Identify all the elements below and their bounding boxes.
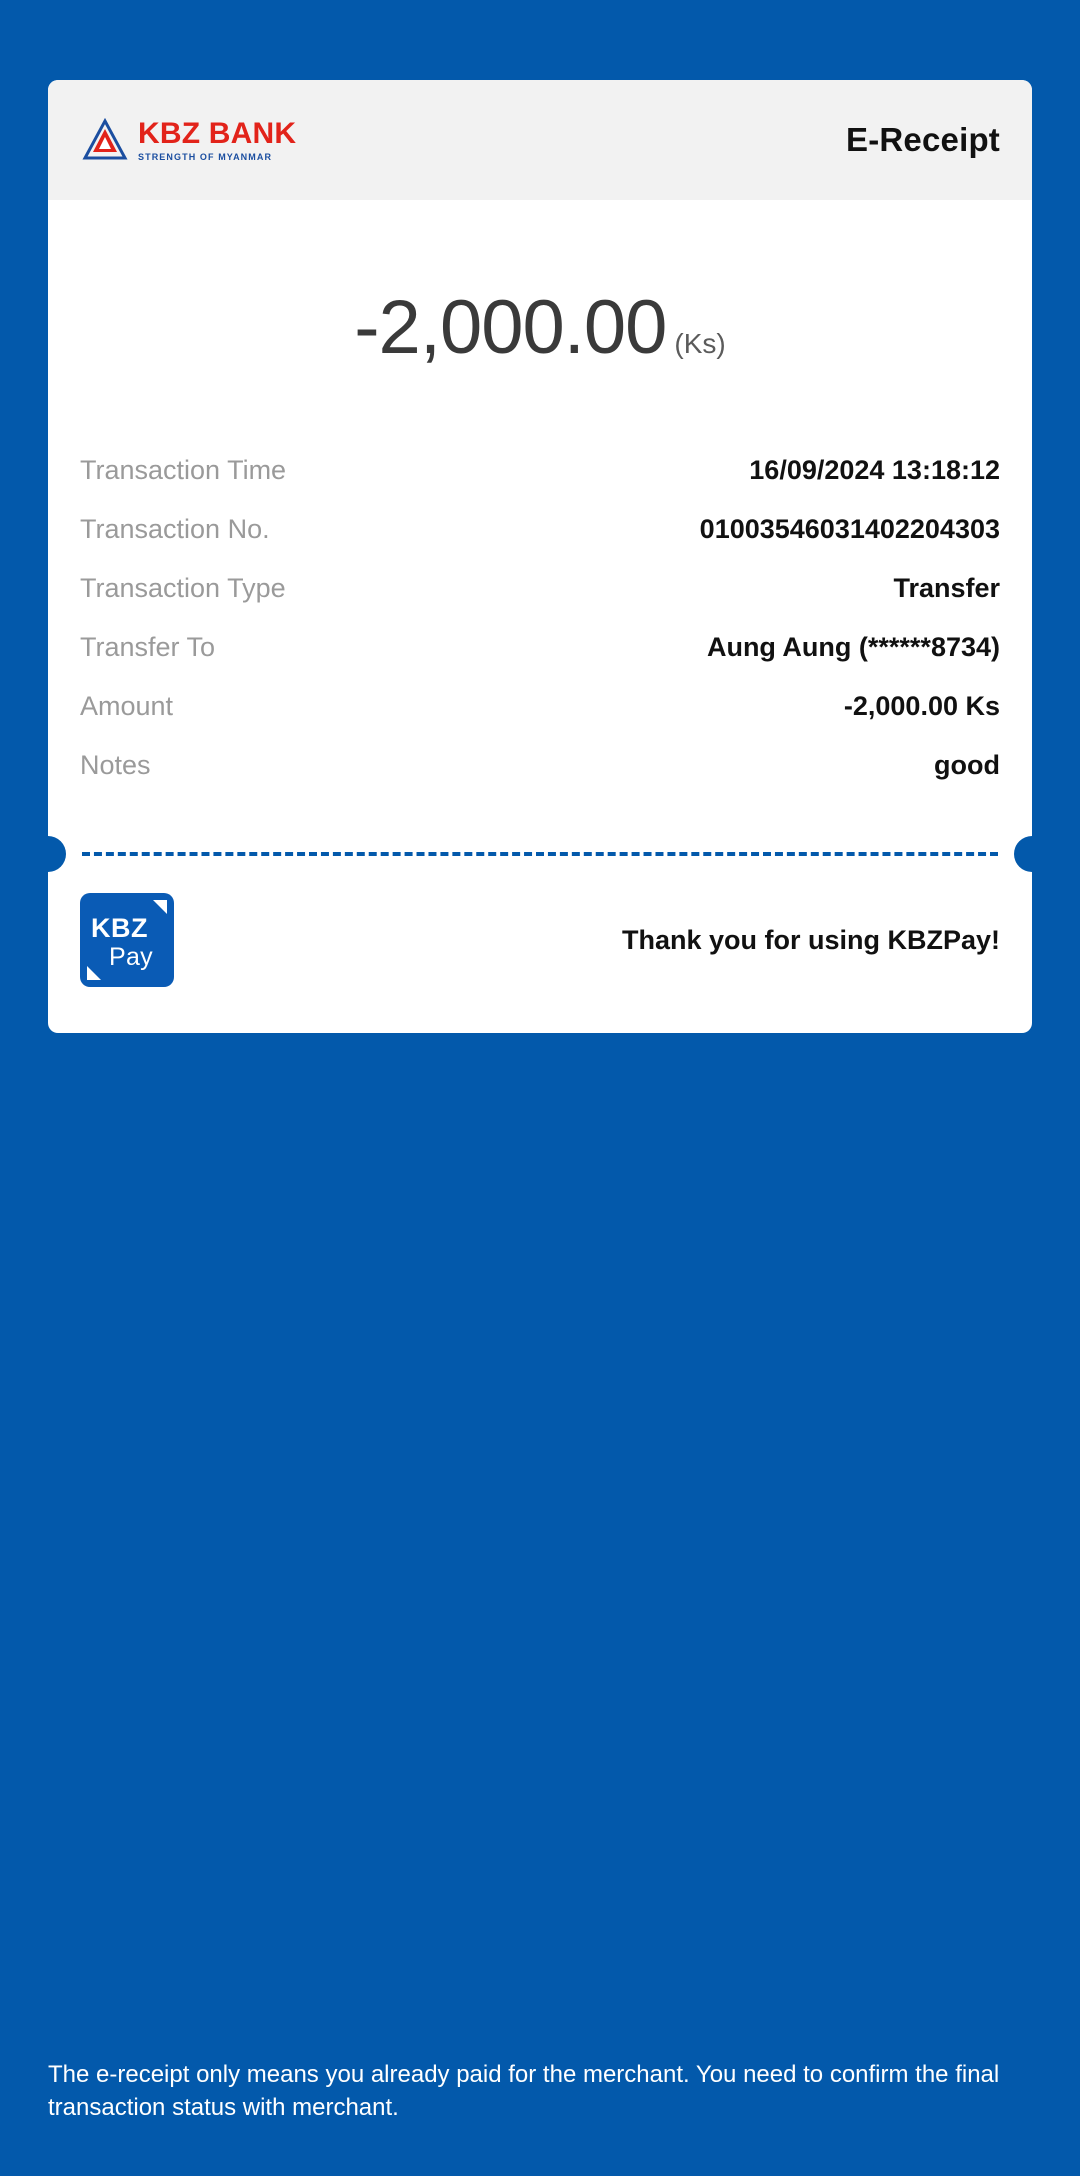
detail-label: Transaction Time [80, 455, 287, 485]
detail-label: Transfer To [80, 632, 216, 662]
detail-value: Aung Aung (******8734) [706, 632, 1000, 662]
page-title: E-Receipt [845, 121, 1000, 158]
table-row [80, 500, 1000, 559]
receipt-footer [48, 883, 1032, 1033]
receipt-header [48, 80, 1032, 200]
amount-currency: (Ks) [674, 328, 726, 359]
detail-value: good [934, 750, 1000, 780]
table-row [80, 441, 1000, 500]
table-row [80, 736, 1000, 795]
logo-corner-top-right [153, 900, 167, 914]
detail-value: 16/09/2024 13:18:12 [749, 455, 1000, 485]
notch-left [48, 836, 66, 872]
detail-label: Notes [80, 750, 151, 780]
receipt-card [48, 80, 1032, 1033]
table-row [80, 618, 1000, 677]
table-row [80, 677, 1000, 736]
table-row [80, 559, 1000, 618]
detail-value: Transfer [893, 573, 1000, 603]
logo-corner-bottom-left [87, 966, 101, 980]
detail-label: Transaction Type [80, 573, 286, 603]
detail-value: 01003546031402204303 [699, 514, 1000, 544]
bank-name: KBZ BANK [138, 116, 297, 150]
transaction-details [48, 441, 1032, 795]
notch-right [1014, 836, 1032, 872]
kbzpay-logo-icon [80, 893, 174, 987]
kbz-bank-wordmark [138, 116, 297, 162]
kbz-triangle-icon [82, 118, 128, 162]
amount-value: -2,000.00 [354, 285, 667, 370]
detail-value: -2,000.00 Ks [843, 691, 1000, 721]
bank-tagline: STRENGTH OF MYANMAR [138, 151, 273, 162]
kbz-bank-logo [82, 118, 296, 162]
kbzpay-logo-bottom-text: Pay [109, 943, 153, 971]
thank-you-message: Thank you for using KBZPay! [621, 924, 1000, 955]
amount-section [48, 200, 1032, 441]
disclaimer-text: The e-receipt only means you already paid for the merchant. You need to confirm the final transaction status with merchant. [48, 2061, 1000, 2121]
detail-label: Transaction No. [80, 514, 270, 544]
detail-label: Amount [80, 691, 174, 721]
dashed-line [82, 852, 998, 856]
perforation-divider [48, 825, 1032, 883]
kbzpay-logo-top-text: KBZ [91, 913, 148, 943]
